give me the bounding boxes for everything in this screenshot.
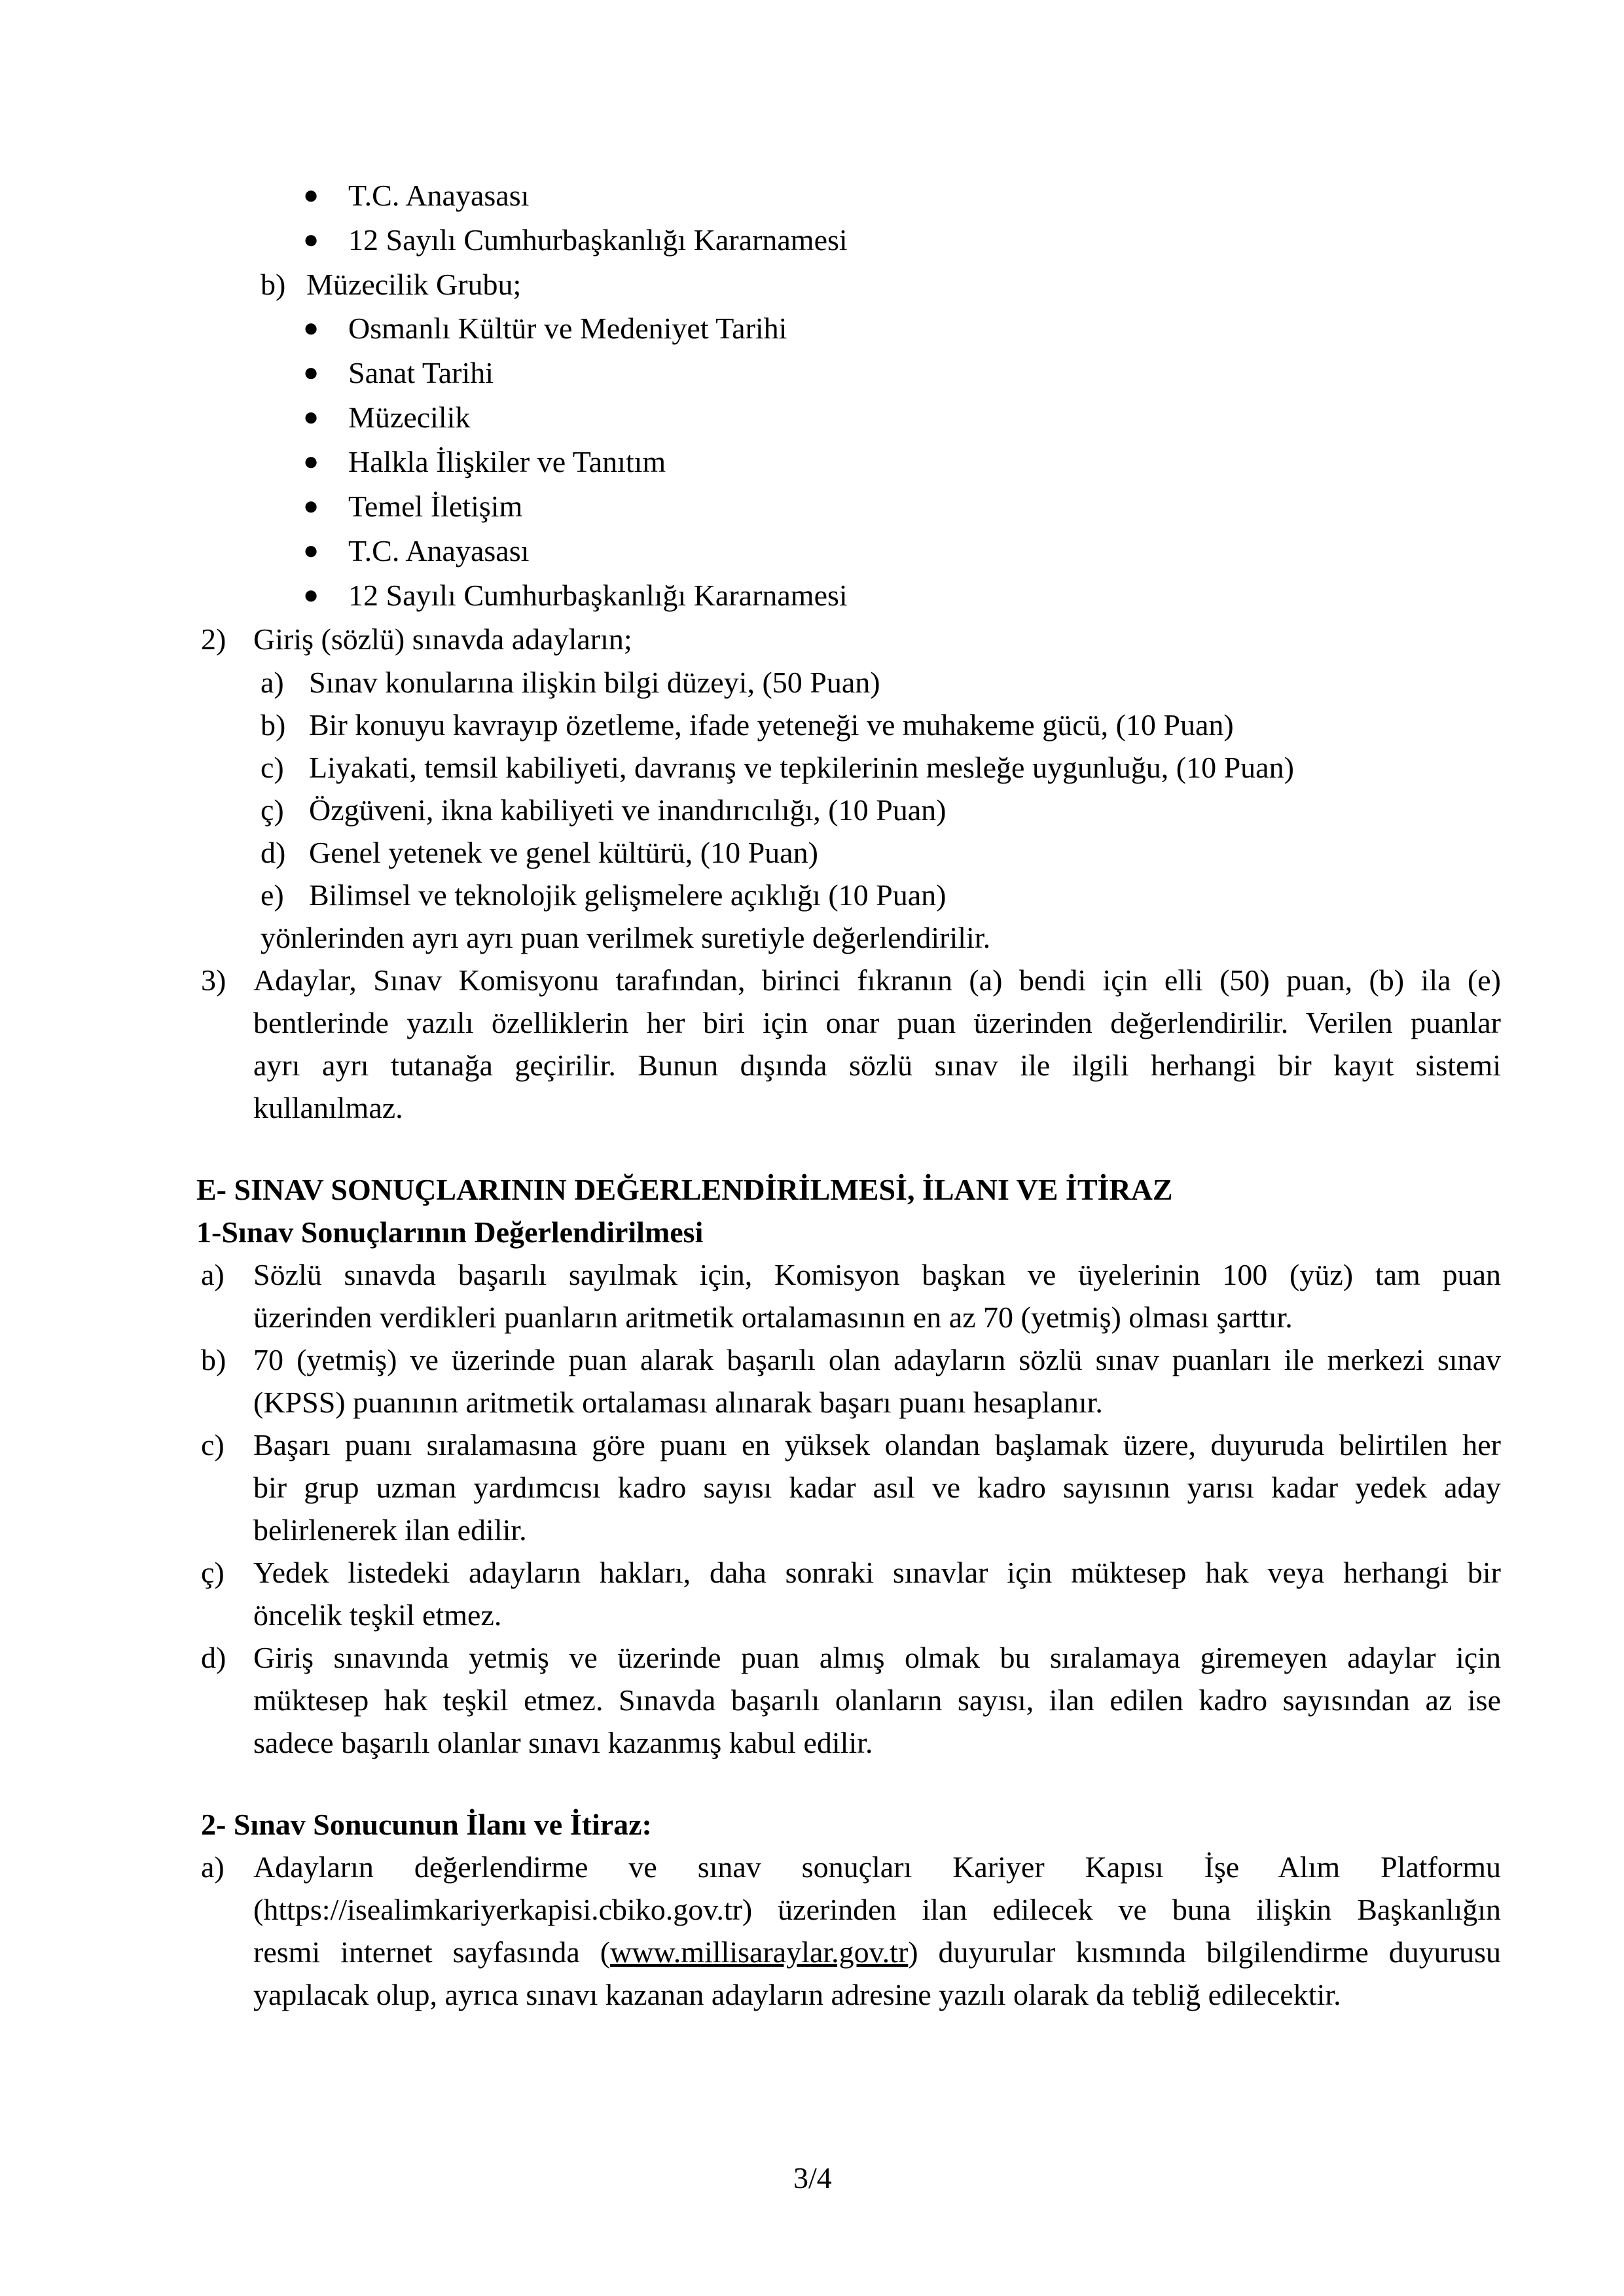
list-item: 12 Sayılı Cumhurbaşkanlığı Kararnamesi bbox=[348, 579, 848, 612]
list-item: Osmanlı Kültür ve Medeniyet Tarihi bbox=[348, 312, 787, 345]
criterion-text: Sınav konularına ilişkin bilgi düzeyi, (50 Puan) bbox=[309, 666, 880, 699]
subsection-heading: 2- Sınav Sonucunun İlanı ve İtiraz: bbox=[201, 1808, 652, 1841]
paragraph-line: Adayların değerlendirme ve sınav sonuçları Kariyer Kapısı İşe Alım Platformu bbox=[253, 1850, 1501, 1884]
line-text-after-link: ) duyurular kısmında bilgilendirme duyurusu bbox=[908, 1935, 1501, 1969]
bullet-icon: ● bbox=[303, 224, 319, 254]
list-marker: c) bbox=[201, 1428, 225, 1462]
list-item: Sanat Tarihi bbox=[348, 356, 494, 389]
subsection-heading: 1-Sınav Sonuçlarının Değerlendirilmesi bbox=[196, 1215, 704, 1249]
section-heading: E- SINAV SONUÇLARININ DEĞERLENDİRİLMESİ, İLANI VE İTİRAZ bbox=[196, 1173, 1173, 1206]
paragraph-line: Giriş sınavında yetmiş ve üzerinde puan almış olmak bu sıralamaya giremeyen adaylar için bbox=[253, 1641, 1501, 1674]
bullet-icon: ● bbox=[303, 180, 319, 209]
paragraph-line: belirlenerek ilan edilir. bbox=[253, 1513, 527, 1547]
list-item: T.C. Anayasası bbox=[348, 534, 530, 567]
paragraph-line: Adaylar, Sınav Komisyonu tarafından, birinci fıkranın (a) bendi için elli (50) puan, (b) ila (e) bbox=[253, 963, 1501, 997]
paragraph-line: kullanılmaz. bbox=[253, 1091, 403, 1124]
list-item: Temel İletişim bbox=[348, 490, 523, 523]
paragraph-line: 70 (yetmiş) ve üzerinde puan alarak başarılı olan adayların sözlü sınav puanları ile merkezi sınav bbox=[253, 1343, 1501, 1376]
group-heading: Müzecilik Grubu; bbox=[306, 268, 522, 301]
bullet-icon: ● bbox=[303, 491, 319, 520]
sub-marker: c) bbox=[261, 751, 284, 784]
paragraph-line: üzerinden verdikleri puanların aritmetik ortalamasının en az 70 (yetmiş) olması şarttır. bbox=[253, 1300, 1293, 1334]
list-item: 12 Sayılı Cumhurbaşkanlığı Kararnamesi bbox=[348, 223, 848, 257]
list-marker: ç) bbox=[201, 1556, 225, 1589]
paragraph-line: bir grup uzman yardımcısı kadro sayısı kadar asıl ve kadro sayısının yarısı kadar yedek aday bbox=[253, 1471, 1501, 1504]
sub-marker: b) bbox=[261, 708, 286, 742]
paragraph-line: Başarı puanı sıralamasına göre puanı en yüksek olandan başlamak üzere, duyuruda belirtilen her bbox=[253, 1428, 1501, 1462]
paragraph-line: öncelik teşkil etmez. bbox=[253, 1598, 502, 1632]
sub-marker: d) bbox=[261, 836, 286, 869]
list-item: Müzecilik bbox=[348, 401, 471, 434]
list-item: T.C. Anayasası bbox=[348, 179, 530, 212]
list-item: Halkla İlişkiler ve Tanıtım bbox=[348, 445, 666, 478]
list-marker: a) bbox=[201, 1258, 225, 1291]
criterion-text: Bilimsel ve teknolojik gelişmelere açıklığı (10 Puan) bbox=[309, 878, 947, 912]
paragraph-line: yapılacak olup, ayrıca sınavı kazanan adayların adresine yazılı olarak da tebliğ edilecektir. bbox=[253, 1978, 1341, 2011]
sub-marker: a) bbox=[261, 666, 284, 699]
paragraph-line: Sözlü sınavda başarılı sayılmak için, Komisyon başkan ve üyelerinin 100 (yüz) tam puan bbox=[253, 1258, 1501, 1291]
criterion-text: Bir konuyu kavrayıp özetleme, ifade yeteneği ve muhakeme gücü, (10 Puan) bbox=[309, 708, 1234, 742]
paragraph-text: Giriş (sözlü) sınavda adayların; bbox=[253, 622, 632, 656]
paragraph-line: (https://isealimkariyerkapisi.cbiko.gov.tr) üzerinden ilan edilecek ve buna ilişkin Başkanlığın bbox=[253, 1893, 1501, 1926]
criterion-text: Genel yetenek ve genel kültürü, (10 Puan) bbox=[309, 836, 818, 869]
list-marker: a) bbox=[201, 1850, 225, 1884]
paragraph-line-with-link bbox=[253, 1937, 1501, 1967]
paragraph-line: (KPSS) puanının aritmetik ortalaması alınarak başarı puanı hesaplanır. bbox=[253, 1386, 1103, 1419]
bullet-icon: ● bbox=[303, 313, 319, 342]
page-number: 3/4 bbox=[793, 2161, 832, 2195]
paragraph-line: müktesep hak teşkil etmez. Sınavda başarılı olanların sayısı, ilan edilen kadro sayısından az ise bbox=[253, 1683, 1501, 1717]
criterion-text: Özgüveni, ikna kabiliyeti ve inandırıcılığı, (10 Puan) bbox=[309, 793, 947, 827]
list-marker: b) bbox=[261, 268, 286, 301]
paragraph-line: Yedek listedeki adayların hakları, daha sonraki sınavlar için müktesep hak veya herhangi bir bbox=[253, 1556, 1501, 1589]
paragraph-line: bentlerinde yazılı özelliklerin her biri için onar puan üzerinden değerlendirilir. Verilen puanlar bbox=[253, 1006, 1501, 1039]
list-marker: b) bbox=[201, 1343, 226, 1376]
list-marker: 3) bbox=[201, 963, 226, 997]
bullet-icon: ● bbox=[303, 446, 319, 476]
list-marker: d) bbox=[201, 1641, 226, 1674]
paragraph-line: sadece başarılı olanlar sınavı kazanmış kabul edilir. bbox=[253, 1726, 873, 1759]
paragraph-line: ayrı ayrı tutanağa geçirilir. Bunun dışında sözlü sınav ile ilgili herhangi bir kayıt sistemi bbox=[253, 1049, 1501, 1082]
closing-text: yönlerinden ayrı ayrı puan verilmek suretiyle değerlendirilir. bbox=[261, 921, 991, 954]
bullet-icon: ● bbox=[303, 357, 319, 387]
bullet-icon: ● bbox=[303, 402, 319, 431]
criterion-text: Liyakati, temsil kabiliyeti, davranış ve tepkilerinin mesleğe uygunluğu, (10 Puan) bbox=[309, 751, 1294, 784]
list-marker: 2) bbox=[201, 622, 226, 656]
sub-marker: e) bbox=[261, 878, 284, 912]
bullet-icon: ● bbox=[303, 580, 319, 609]
sub-marker: ç) bbox=[261, 793, 284, 827]
website-link[interactable]: www.millisaraylar.gov.tr bbox=[610, 1935, 909, 1969]
bullet-icon: ● bbox=[303, 535, 319, 565]
line-text-before-link: resmi internet sayfasında ( bbox=[253, 1935, 611, 1969]
